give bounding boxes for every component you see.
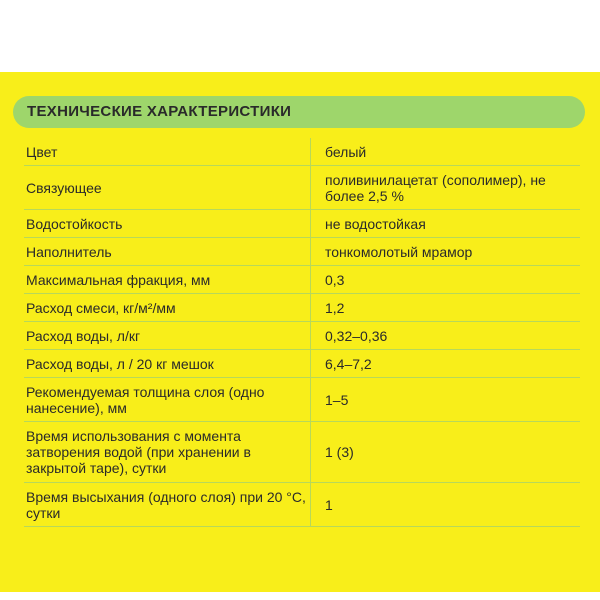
spec-label: Наполнитель [24, 238, 311, 266]
spec-row-filler [24, 238, 580, 266]
specifications-panel [0, 72, 600, 592]
spec-row-color [24, 138, 580, 166]
spec-label: Время использования с момента затворения водой (при хранении в закрытой таре), сутки [24, 422, 311, 483]
spec-value: не водостойкая [311, 210, 581, 238]
spec-row-max-fraction [24, 266, 580, 294]
spec-row-water-resistance [24, 210, 580, 238]
spec-value: 6,4–7,2 [311, 350, 581, 378]
spec-value: 1 [311, 483, 581, 527]
spec-label: Расход воды, л/кг [24, 322, 311, 350]
spec-row-pot-life [24, 422, 580, 483]
spec-value: 0,3 [311, 266, 581, 294]
spec-row-layer-thickness [24, 378, 580, 422]
spec-label: Рекомендуемая толщина слоя (одно нанесение), мм [24, 378, 311, 422]
spec-label: Максимальная фракция, мм [24, 266, 311, 294]
spec-row-water-per-kg [24, 322, 580, 350]
spec-value: поливинилацетат (сополимер), не более 2,5 % [311, 166, 581, 210]
section-header [13, 96, 585, 128]
spec-value: 0,32–0,36 [311, 322, 581, 350]
spec-row-binder [24, 166, 580, 210]
spec-label: Связующее [24, 166, 311, 210]
spec-label: Водостойкость [24, 210, 311, 238]
spec-value: 1 (3) [311, 422, 581, 483]
spec-value: 1,2 [311, 294, 581, 322]
spec-row-mix-consumption [24, 294, 580, 322]
spec-label: Расход смеси, кг/м²/мм [24, 294, 311, 322]
spec-label: Расход воды, л / 20 кг мешок [24, 350, 311, 378]
spec-value: белый [311, 138, 581, 166]
spec-row-water-per-bag [24, 350, 580, 378]
specifications-table [24, 138, 580, 527]
spec-value: 1–5 [311, 378, 581, 422]
spec-value: тонкомолотый мрамор [311, 238, 581, 266]
section-title: ТЕХНИЧЕСКИЕ ХАРАКТЕРИСТИКИ [27, 103, 292, 120]
spec-label: Цвет [24, 138, 311, 166]
spec-label: Время высыхания (одного слоя) при 20 °C, сутки [24, 483, 311, 527]
spec-row-drying-time [24, 483, 580, 527]
